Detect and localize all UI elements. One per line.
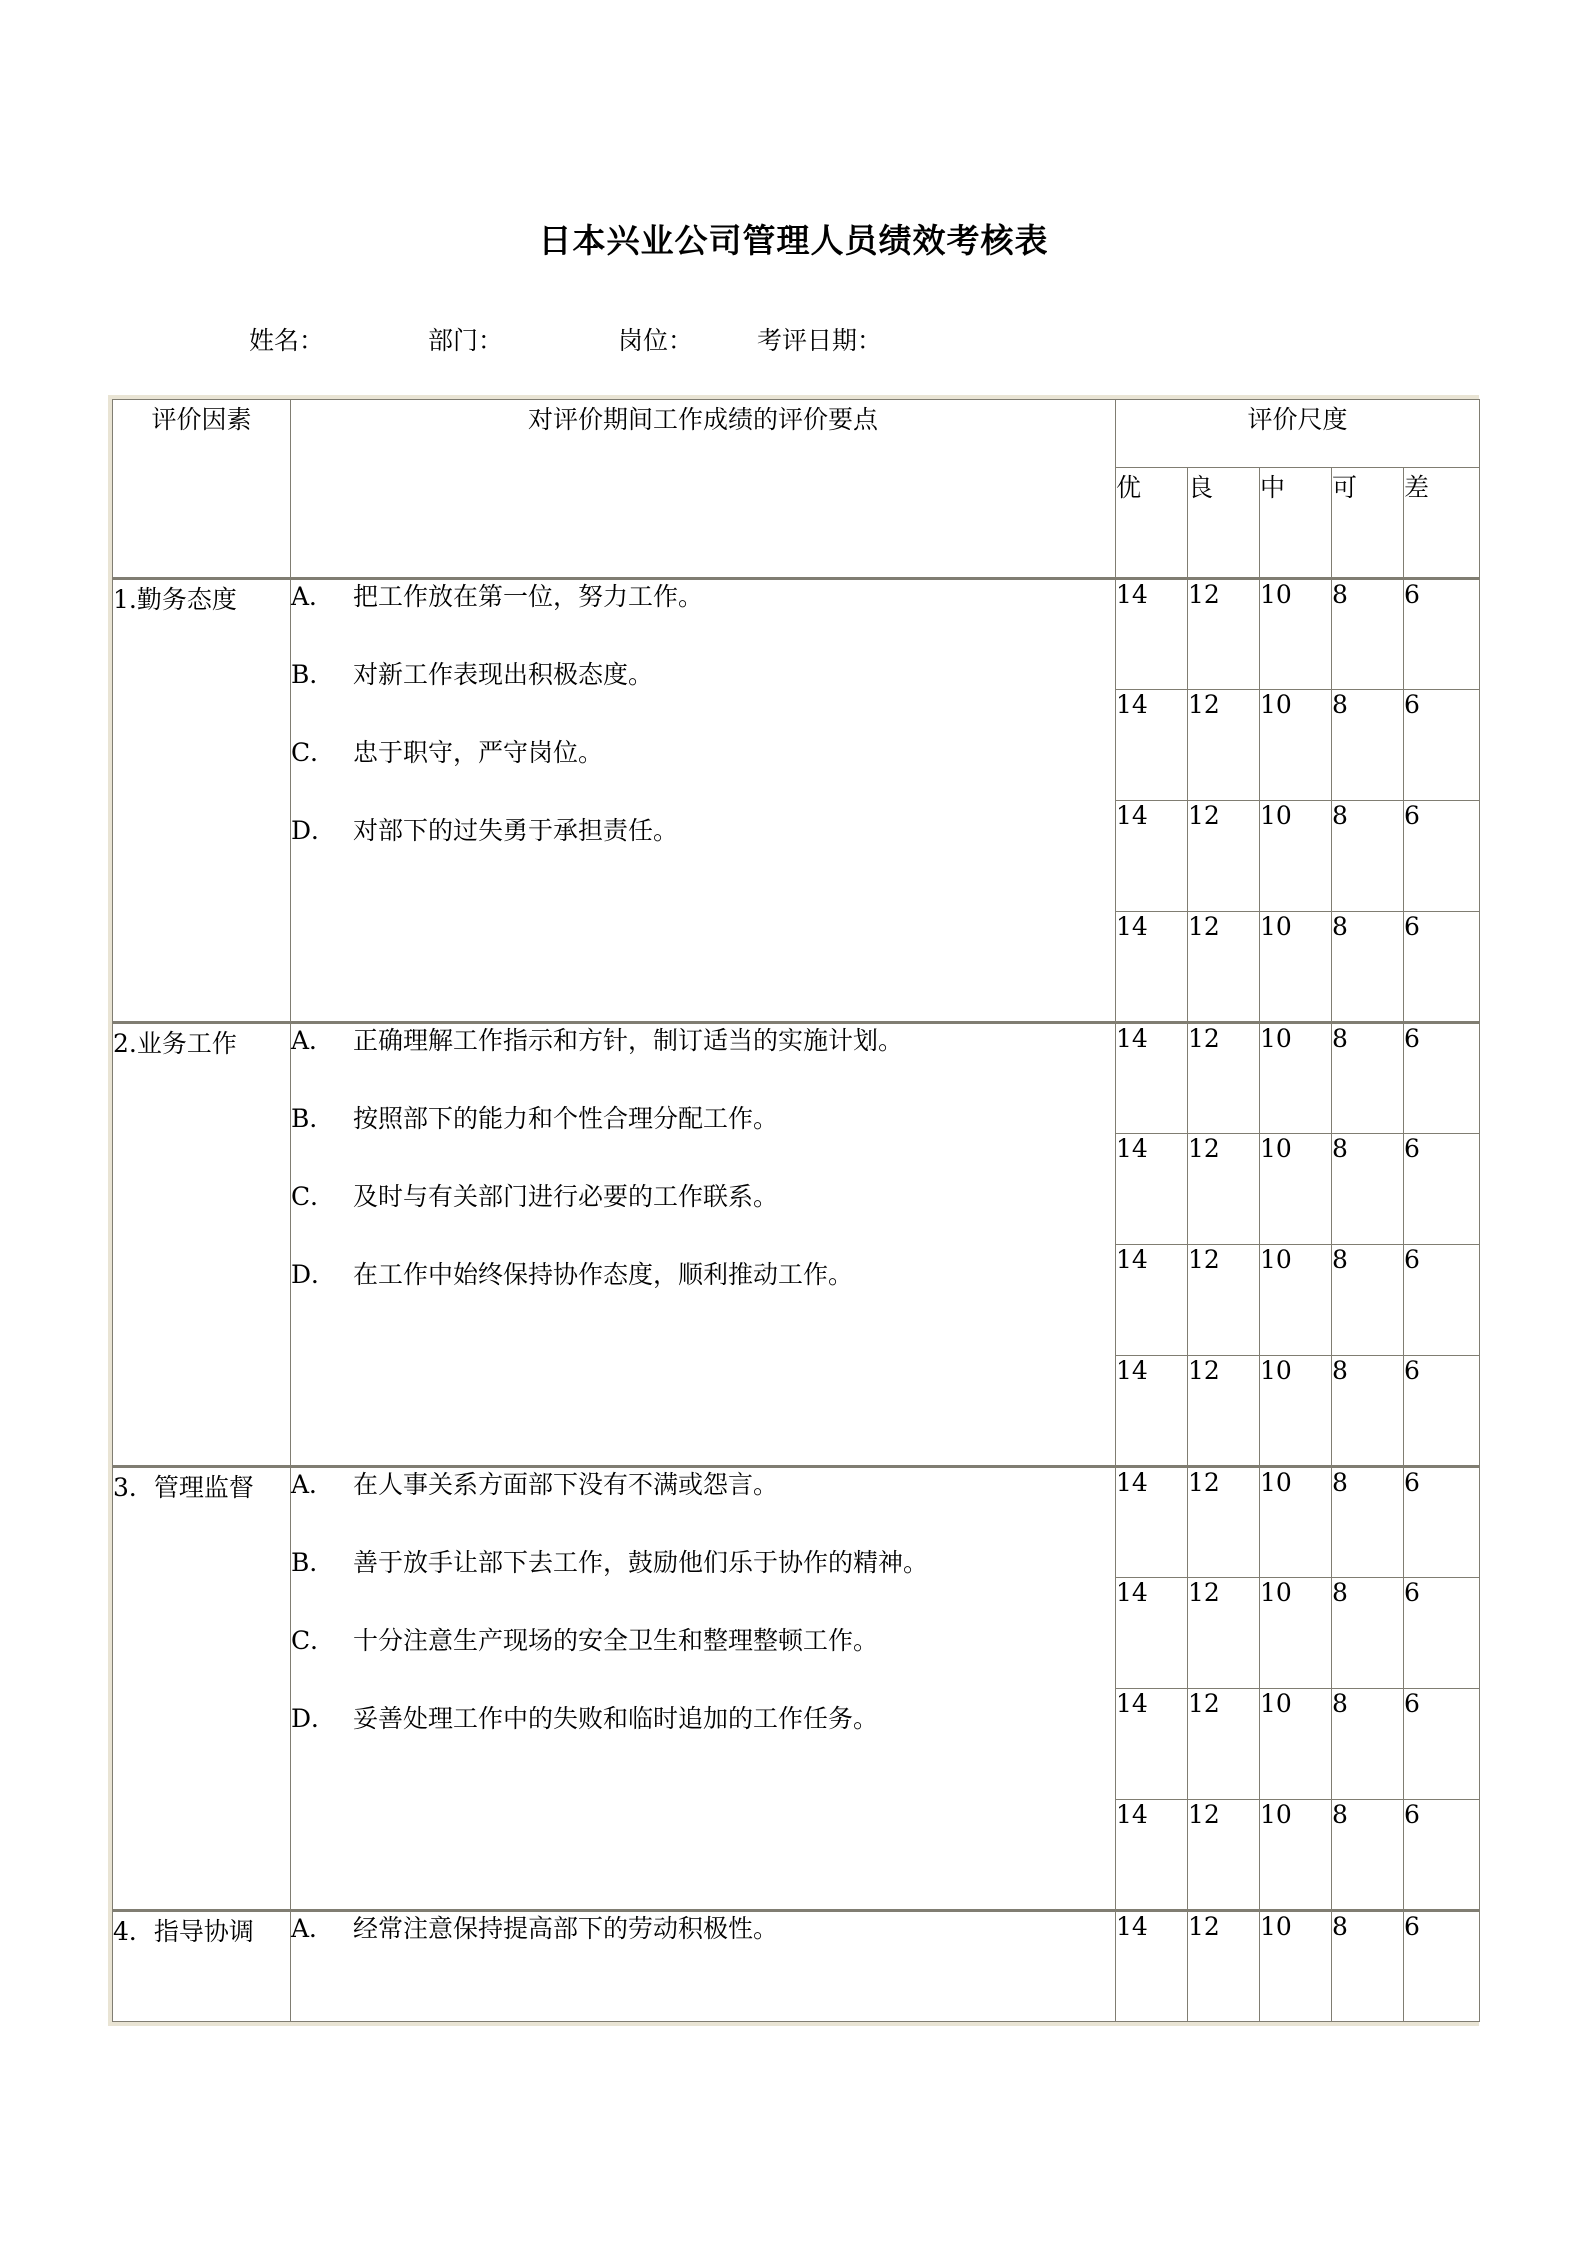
score-cell-2-1-3[interactable]: 10 bbox=[1260, 1023, 1332, 1134]
evaluation-table bbox=[112, 399, 1480, 2022]
score-cell-2-2-3[interactable]: 10 bbox=[1260, 1134, 1332, 1245]
score-cell-1-3-2[interactable]: 12 bbox=[1188, 801, 1260, 912]
score-cell-2-2-5[interactable]: 6 bbox=[1404, 1134, 1480, 1245]
table-row bbox=[113, 1467, 1480, 1578]
score-cell-3-1-2[interactable]: 12 bbox=[1188, 1467, 1260, 1578]
criteria-item bbox=[291, 1180, 1115, 1214]
score-cell-2-2-1[interactable]: 14 bbox=[1116, 1134, 1188, 1245]
meta-field-review-date[interactable]: 考评日期： bbox=[757, 326, 883, 355]
score-cell-3-4-3[interactable]: 10 bbox=[1260, 1800, 1332, 1911]
criteria-list-3 bbox=[291, 1467, 1116, 1911]
criteria-item bbox=[291, 1546, 1115, 1580]
score-cell-1-3-4[interactable]: 8 bbox=[1332, 801, 1404, 912]
score-cell-4-1-3[interactable]: 10 bbox=[1260, 1911, 1332, 2022]
score-cell-1-3-1[interactable]: 14 bbox=[1116, 801, 1188, 912]
criteria-item-text: 经常注意保持提高部下的劳动积极性。 bbox=[353, 1914, 779, 1943]
score-cell-1-2-4[interactable]: 8 bbox=[1332, 690, 1404, 801]
score-cell-1-2-2[interactable]: 12 bbox=[1188, 690, 1260, 801]
criteria-item-marker: B． bbox=[291, 1104, 335, 1133]
header-cell-scale-level-1: 优 bbox=[1116, 468, 1188, 579]
score-cell-1-2-1[interactable]: 14 bbox=[1116, 690, 1188, 801]
score-cell-2-4-3[interactable]: 10 bbox=[1260, 1356, 1332, 1467]
criteria-item-marker: C． bbox=[291, 1626, 336, 1655]
criteria-item-marker: B． bbox=[291, 1548, 335, 1577]
header-cell-scale: 评价尺度 bbox=[1116, 400, 1480, 468]
score-cell-2-3-5[interactable]: 6 bbox=[1404, 1245, 1480, 1356]
factor-label-1: 1.勤务态度 bbox=[113, 579, 291, 1023]
score-cell-3-2-1[interactable]: 14 bbox=[1116, 1578, 1188, 1689]
score-cell-3-4-4[interactable]: 8 bbox=[1332, 1800, 1404, 1911]
criteria-item bbox=[291, 1468, 1115, 1502]
score-cell-4-1-1[interactable]: 14 bbox=[1116, 1911, 1188, 2022]
score-cell-2-3-1[interactable]: 14 bbox=[1116, 1245, 1188, 1356]
table-header-row bbox=[113, 400, 1480, 468]
score-cell-1-4-1[interactable]: 14 bbox=[1116, 912, 1188, 1023]
score-cell-3-4-1[interactable]: 14 bbox=[1116, 1800, 1188, 1911]
score-cell-2-4-1[interactable]: 14 bbox=[1116, 1356, 1188, 1467]
criteria-item-text: 把工作放在第一位，努力工作。 bbox=[353, 582, 704, 611]
score-cell-3-2-4[interactable]: 8 bbox=[1332, 1578, 1404, 1689]
table-row bbox=[113, 1911, 1480, 2022]
score-cell-3-3-2[interactable]: 12 bbox=[1188, 1689, 1260, 1800]
score-cell-3-3-1[interactable]: 14 bbox=[1116, 1689, 1188, 1800]
score-cell-3-2-2[interactable]: 12 bbox=[1188, 1578, 1260, 1689]
factor-label-3: 3．管理监督 bbox=[113, 1467, 291, 1911]
score-cell-2-4-2[interactable]: 12 bbox=[1188, 1356, 1260, 1467]
score-cell-3-1-5[interactable]: 6 bbox=[1404, 1467, 1480, 1578]
score-cell-2-2-4[interactable]: 8 bbox=[1332, 1134, 1404, 1245]
criteria-item-marker: A． bbox=[291, 1470, 335, 1499]
criteria-item-text: 及时与有关部门进行必要的工作联系。 bbox=[353, 1182, 779, 1211]
score-cell-3-2-5[interactable]: 6 bbox=[1404, 1578, 1480, 1689]
score-cell-3-4-5[interactable]: 6 bbox=[1404, 1800, 1480, 1911]
score-cell-1-1-1[interactable]: 14 bbox=[1116, 579, 1188, 690]
table-row bbox=[113, 1023, 1480, 1134]
criteria-item-marker: C． bbox=[291, 1182, 336, 1211]
criteria-item-text: 对新工作表现出积极态度。 bbox=[353, 660, 654, 689]
score-cell-3-3-5[interactable]: 6 bbox=[1404, 1689, 1480, 1800]
criteria-item-text: 在工作中始终保持协作态度，顺利推动工作。 bbox=[353, 1260, 854, 1289]
score-cell-3-2-3[interactable]: 10 bbox=[1260, 1578, 1332, 1689]
factor-label-4: 4．指导协调 bbox=[113, 1911, 291, 2022]
table-row bbox=[113, 579, 1480, 690]
criteria-item-text: 对部下的过失勇于承担责任。 bbox=[353, 816, 679, 845]
header-cell-scale-level-4: 可 bbox=[1332, 468, 1404, 579]
score-cell-1-3-3[interactable]: 10 bbox=[1260, 801, 1332, 912]
meta-fields-row bbox=[112, 321, 1475, 361]
score-cell-2-4-4[interactable]: 8 bbox=[1332, 1356, 1404, 1467]
criteria-item-marker: D． bbox=[291, 816, 337, 845]
score-cell-1-4-5[interactable]: 6 bbox=[1404, 912, 1480, 1023]
meta-field-position[interactable]: 岗位： bbox=[618, 326, 694, 355]
score-cell-2-1-5[interactable]: 6 bbox=[1404, 1023, 1480, 1134]
page-title: 日本兴业公司管理人员绩效考核表 bbox=[538, 221, 1049, 260]
score-cell-1-1-4[interactable]: 8 bbox=[1332, 579, 1404, 690]
score-cell-2-3-4[interactable]: 8 bbox=[1332, 1245, 1404, 1356]
header-cell-scale-level-3: 中 bbox=[1260, 468, 1332, 579]
score-cell-2-1-2[interactable]: 12 bbox=[1188, 1023, 1260, 1134]
score-cell-2-3-3[interactable]: 10 bbox=[1260, 1245, 1332, 1356]
score-cell-2-1-1[interactable]: 14 bbox=[1116, 1023, 1188, 1134]
score-cell-3-1-3[interactable]: 10 bbox=[1260, 1467, 1332, 1578]
score-cell-1-4-4[interactable]: 8 bbox=[1332, 912, 1404, 1023]
criteria-item bbox=[291, 658, 1115, 692]
criteria-item bbox=[291, 1102, 1115, 1136]
criteria-list-1 bbox=[291, 579, 1116, 1023]
criteria-item-marker: A． bbox=[291, 1026, 335, 1055]
meta-field-department[interactable]: 部门： bbox=[428, 326, 504, 355]
meta-field-name[interactable]: 姓名： bbox=[249, 326, 325, 355]
header-cell-points: 对评价期间工作成绩的评价要点 bbox=[291, 400, 1116, 579]
criteria-item-text: 十分注意生产现场的安全卫生和整理整顿工作。 bbox=[353, 1626, 879, 1655]
score-cell-4-1-4[interactable]: 8 bbox=[1332, 1911, 1404, 2022]
criteria-item-marker: B． bbox=[291, 660, 335, 689]
score-cell-1-2-5[interactable]: 6 bbox=[1404, 690, 1480, 801]
header-cell-scale-level-2: 良 bbox=[1188, 468, 1260, 579]
score-cell-1-4-3[interactable]: 10 bbox=[1260, 912, 1332, 1023]
score-cell-3-1-1[interactable]: 14 bbox=[1116, 1467, 1188, 1578]
score-cell-2-3-2[interactable]: 12 bbox=[1188, 1245, 1260, 1356]
criteria-list-4 bbox=[291, 1911, 1116, 2022]
score-cell-2-4-5[interactable]: 6 bbox=[1404, 1356, 1480, 1467]
criteria-item-text: 忠于职守，严守岗位。 bbox=[353, 738, 604, 767]
score-cell-1-1-3[interactable]: 10 bbox=[1260, 579, 1332, 690]
score-cell-3-3-4[interactable]: 8 bbox=[1332, 1689, 1404, 1800]
score-cell-2-2-2[interactable]: 12 bbox=[1188, 1134, 1260, 1245]
criteria-item bbox=[291, 1624, 1115, 1658]
criteria-item-marker: D． bbox=[291, 1260, 337, 1289]
criteria-item-marker: D． bbox=[291, 1704, 337, 1733]
score-cell-1-3-5[interactable]: 6 bbox=[1404, 801, 1480, 912]
criteria-item bbox=[291, 1024, 1115, 1058]
criteria-item-text: 在人事关系方面部下没有不满或怨言。 bbox=[353, 1470, 779, 1499]
criteria-list-2 bbox=[291, 1023, 1116, 1467]
score-cell-2-1-4[interactable]: 8 bbox=[1332, 1023, 1404, 1134]
criteria-item bbox=[291, 1702, 1115, 1736]
header-cell-scale-level-5: 差 bbox=[1404, 468, 1480, 579]
criteria-item-marker: A． bbox=[291, 582, 335, 611]
score-cell-3-4-2[interactable]: 12 bbox=[1188, 1800, 1260, 1911]
score-cell-4-1-5[interactable]: 6 bbox=[1404, 1911, 1480, 2022]
criteria-item-text: 妥善处理工作中的失败和临时追加的工作任务。 bbox=[353, 1704, 879, 1733]
score-cell-4-1-2[interactable]: 12 bbox=[1188, 1911, 1260, 2022]
score-cell-1-4-2[interactable]: 12 bbox=[1188, 912, 1260, 1023]
score-cell-1-1-2[interactable]: 12 bbox=[1188, 579, 1260, 690]
score-cell-1-1-5[interactable]: 6 bbox=[1404, 579, 1480, 690]
score-cell-3-1-4[interactable]: 8 bbox=[1332, 1467, 1404, 1578]
criteria-item-text: 正确理解工作指示和方针，制订适当的实施计划。 bbox=[353, 1026, 904, 1055]
criteria-item bbox=[291, 1912, 1115, 1946]
factor-label-2: 2.业务工作 bbox=[113, 1023, 291, 1467]
criteria-item-marker: A． bbox=[291, 1914, 335, 1943]
header-cell-factor: 评价因素 bbox=[113, 400, 291, 579]
score-cell-1-2-3[interactable]: 10 bbox=[1260, 690, 1332, 801]
criteria-item bbox=[291, 580, 1115, 614]
criteria-item-text: 按照部下的能力和个性合理分配工作。 bbox=[353, 1104, 779, 1133]
criteria-item bbox=[291, 736, 1115, 770]
criteria-item bbox=[291, 814, 1115, 848]
score-cell-3-3-3[interactable]: 10 bbox=[1260, 1689, 1332, 1800]
criteria-item bbox=[291, 1258, 1115, 1292]
criteria-item-marker: C． bbox=[291, 738, 336, 767]
criteria-item-text: 善于放手让部下去工作，鼓励他们乐于协作的精神。 bbox=[353, 1548, 929, 1577]
